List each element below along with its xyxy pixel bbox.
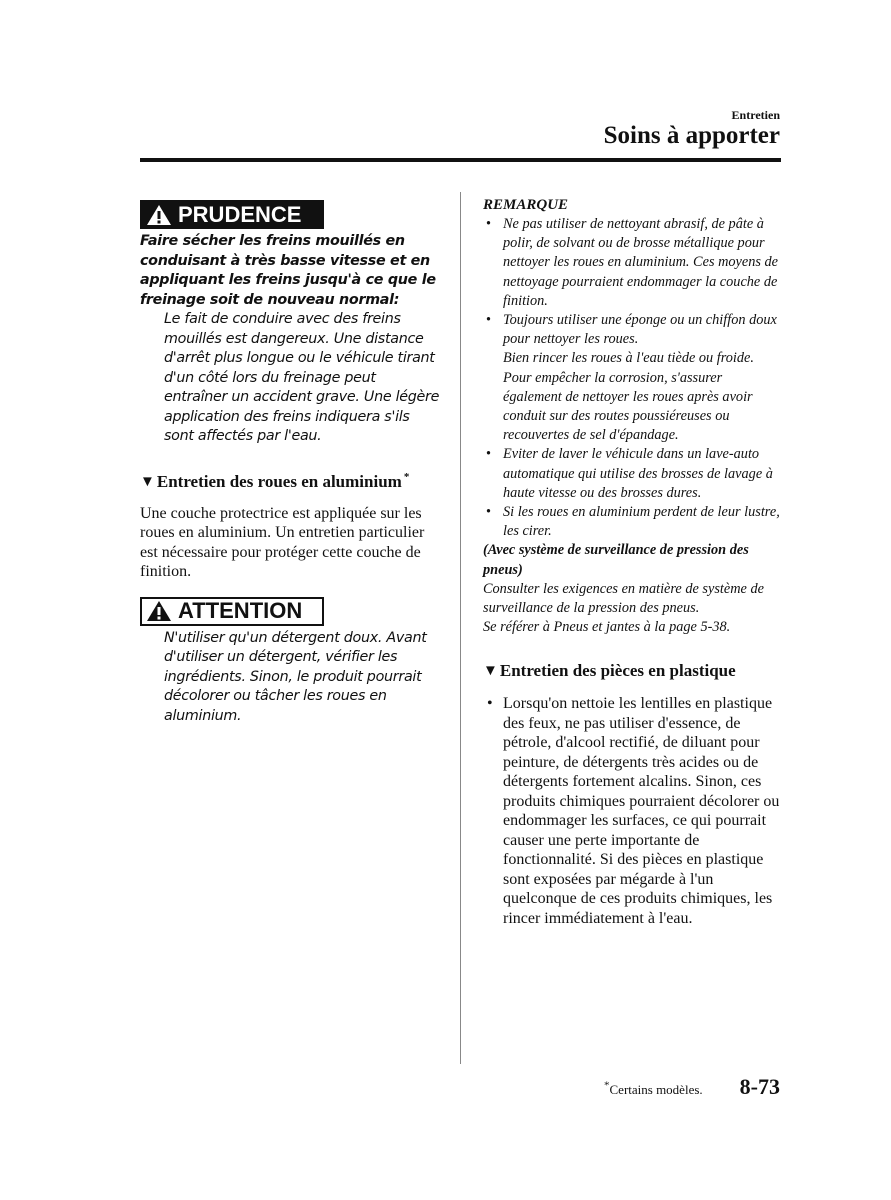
footer-asterisk: * bbox=[604, 1079, 610, 1092]
bullet-icon: • bbox=[486, 216, 492, 232]
section-heading-plastic-text: Entretien des pièces en plastique bbox=[499, 661, 736, 681]
prudence-banner bbox=[140, 200, 324, 229]
page-title: Soins à apporter bbox=[603, 122, 780, 149]
list-item: • Eviter de laver le véhicule dans un lave-auto automatique qui utilise des brosses de lavage à haute vitesse ou des brosses dures. bbox=[486, 446, 773, 501]
column-divider bbox=[460, 192, 461, 1064]
list-item: • Toujours utiliser une éponge ou un chiffon doux pour nettoyer les roues. Bien rincer les roues à l'eau tiède ou froide. Pour empêcher la corrosion, s'assurer également de nettoyer les roues après avoir conduit sur des routes poussiéreuses ou recouvertes de sel d'épandage. bbox=[486, 312, 777, 444]
header-rule bbox=[140, 158, 781, 162]
section-heading-plastic bbox=[483, 660, 783, 682]
section-triangle-icon: ▼ bbox=[140, 473, 155, 490]
attention-label: ATTENTION bbox=[178, 598, 303, 623]
warning-icon bbox=[146, 204, 172, 226]
list-item: • Lorsqu'on nettoie les lentilles en plastique des feux, ne pas utiliser d'essence, de pétrole, d'alcool rectifié, de diluant pour peinture, de détergents très acides ou de détergents fortement alcalins. Sinon, ces produits chimiques pourraient décolorer ou endommager les surfaces, ce qui pourrait causer une perte importante de fonctionnalité. Si des pièces en plastique sont exposées par mégarde à l'un quelconque de ces produits chimiques, les rincer immédiatement à l'eau. bbox=[487, 695, 780, 927]
remarque-list bbox=[483, 215, 783, 541]
remarque-item-extra: Bien rincer les roues à l'eau tiède ou froide. Pour empêcher la corrosion, s'assurer également de nettoyer les roues après avoir conduit sur des routes poussiéreuses ou recouvertes de sel d'épandage. bbox=[503, 350, 754, 444]
right-column bbox=[483, 196, 783, 928]
list-item: • Si les roues en aluminium perdent de leur lustre, les cirer. bbox=[486, 504, 780, 540]
model-asterisk: * bbox=[403, 470, 410, 483]
plastic-list bbox=[483, 694, 783, 928]
bullet-icon: • bbox=[486, 446, 492, 463]
remarque-title: REMARQUE bbox=[483, 197, 569, 213]
bullet-icon: • bbox=[486, 504, 492, 521]
attention-banner bbox=[140, 597, 324, 626]
prudence-label: PRUDENCE bbox=[178, 201, 302, 227]
footer-note-text: Certains modèles. bbox=[609, 1082, 703, 1097]
page-number: 8-73 bbox=[739, 1074, 780, 1099]
section-heading-aluminium-text: Entretien des roues en aluminium bbox=[156, 471, 402, 491]
list-item: • Ne pas utiliser de nettoyant abrasif, de pâte à polir, de solvant ou de brosse métallique pour nettoyer les roues en aluminium. Ces moyens de nettoyage pourraient endommager la couche de finition. bbox=[486, 216, 779, 309]
footer-note bbox=[604, 1079, 703, 1098]
prudence-body: Le fait de conduire avec des freins mouillés est dangereux. Une distance d'arrêt plus longue ou le véhicule tirant d'un côté lors du freinage peut entraîner un accident grave. Une légère application des freins indiquera s'ils sont affectés par l'eau. bbox=[164, 311, 440, 444]
section-heading-aluminium bbox=[140, 471, 440, 493]
section-triangle-icon: ▼ bbox=[483, 663, 498, 680]
left-column bbox=[140, 200, 440, 726]
attention-body: N'utiliser qu'un détergent doux. Avant d'utiliser un détergent, vérifier les ingrédients. Sinon, le produit pourrait décolorer ou tâcher les roues en aluminium. bbox=[164, 629, 427, 724]
bullet-icon: • bbox=[487, 695, 493, 713]
tpms-line-2: Se référer à Pneus et jantes à la page 5-38. bbox=[483, 619, 731, 636]
prudence-lead: Faire sécher les freins mouillés en conduisant à très basse vitesse et en appliquant les freins jusqu'à ce que le freinage soit de nouveau normal: bbox=[140, 233, 436, 308]
warning-icon bbox=[146, 600, 172, 622]
running-header-section: Entretien bbox=[731, 108, 780, 122]
aluminium-body: Une couche protectrice est appliquée sur les roues en aluminium. Un entretien particulier est nécessaire pour protéger cette couche de finition. bbox=[140, 504, 425, 580]
bullet-icon: • bbox=[486, 312, 492, 329]
tpms-line-1: Consulter les exigences en matière de système de surveillance de la pression des pneus. bbox=[483, 580, 764, 617]
tpms-title: (Avec système de surveillance de pression des pneus) bbox=[483, 542, 749, 578]
